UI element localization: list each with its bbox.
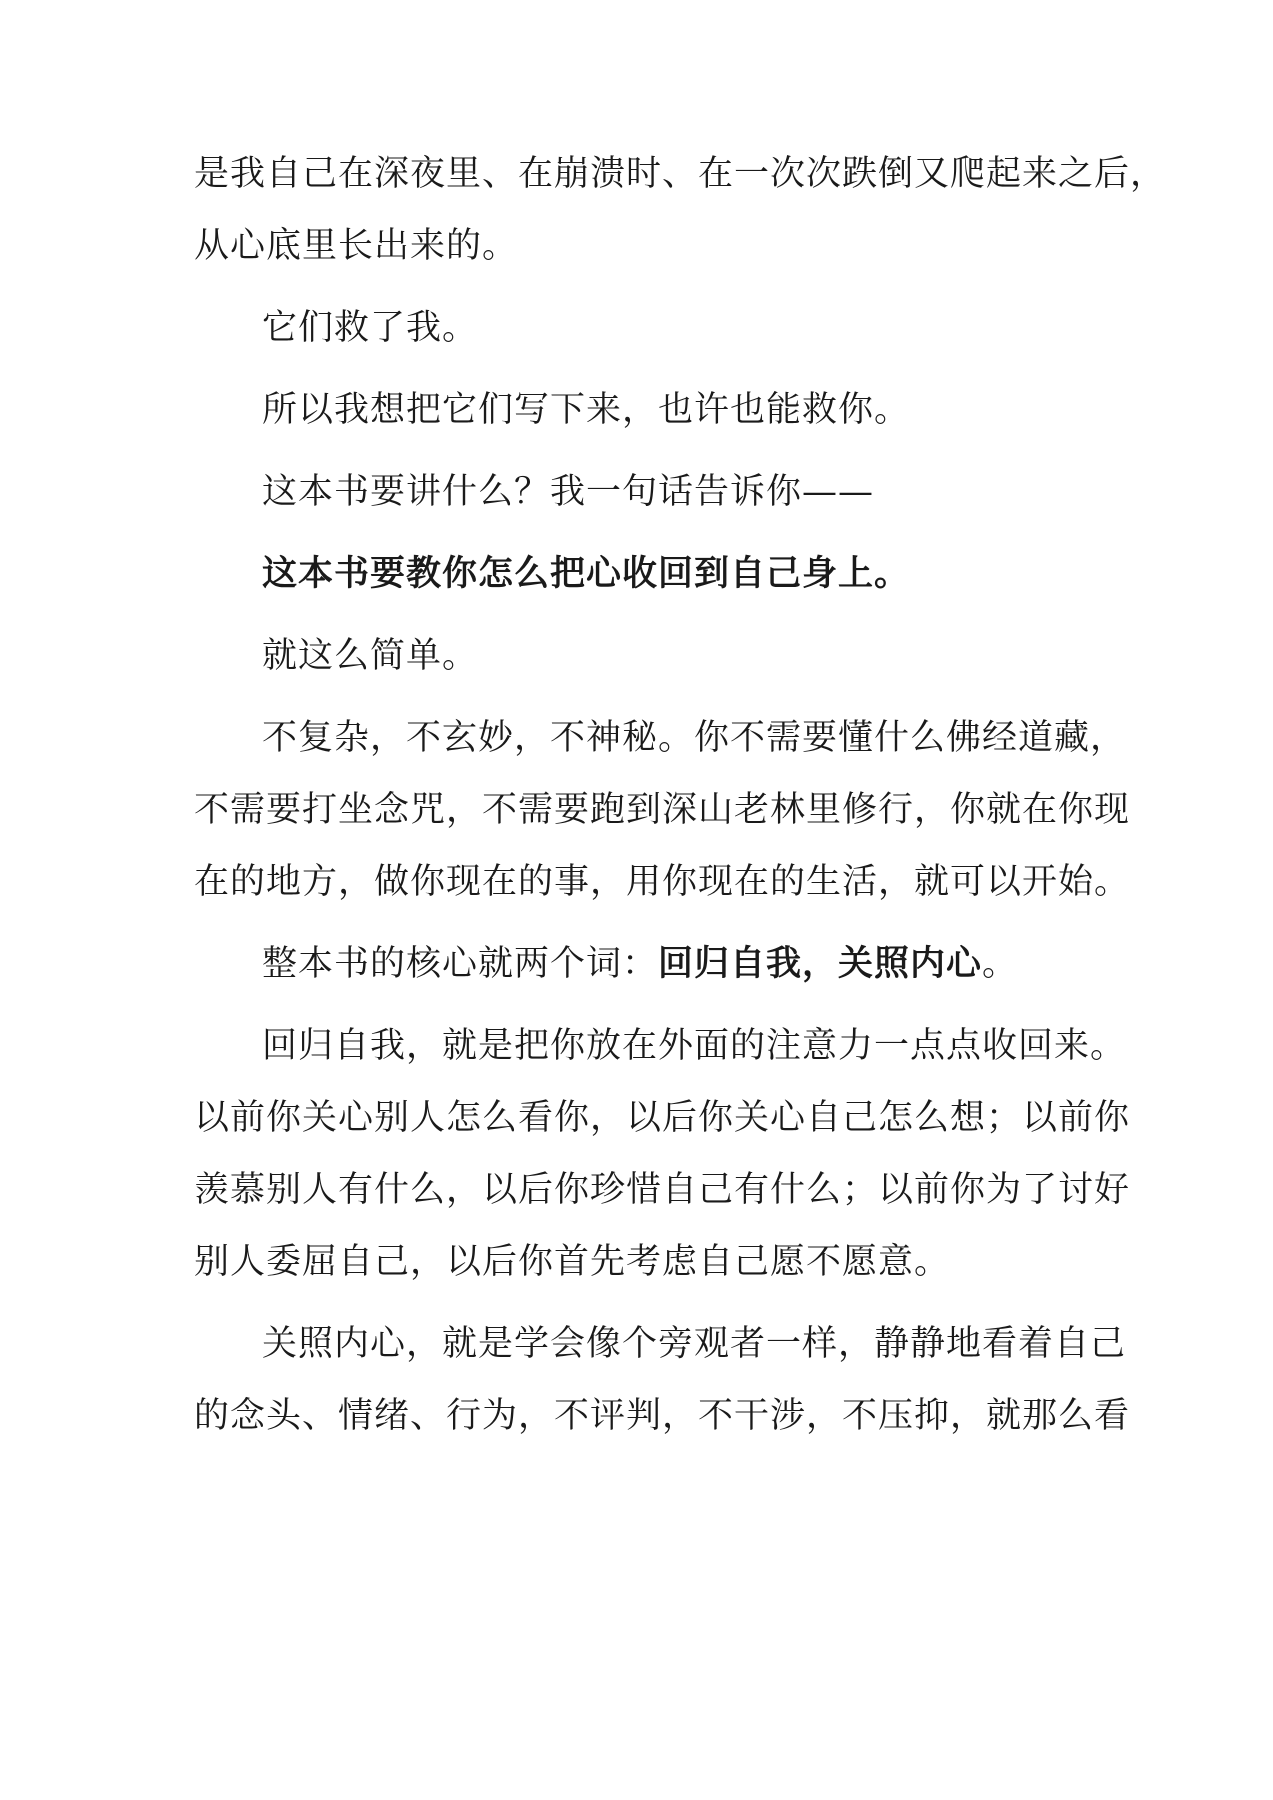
bold-text: 回归自我，关照内心 <box>658 943 983 984</box>
emphasis-line <box>262 552 1162 596</box>
paragraph-line-8 <box>262 716 1162 760</box>
paragraph-line-3 <box>262 306 1162 350</box>
paragraph-line-2 <box>194 224 1094 268</box>
line-text: 就这么简单。 <box>262 636 479 676</box>
paragraph-line-9 <box>194 788 1131 832</box>
paragraph-line-4 <box>262 388 1162 432</box>
line-text: 别人委屈自己，以后你首先考虑自己愿不愿意。 <box>194 1242 951 1282</box>
line-text: 是我自己在深夜里、在崩溃时、在一次次跌倒又爬起来之后， <box>194 154 1167 194</box>
line-text: 从心底里长出来的。 <box>194 226 519 266</box>
line-text: 以前你关心别人怎么看你，以后你关心自己怎么想；以前你 <box>194 1098 1131 1138</box>
line-text: 它们救了我。 <box>262 308 479 348</box>
line-text: 在的地方，做你现在的事，用你现在的生活，就可以开始。 <box>194 862 1131 902</box>
line-text: 不复杂，不玄妙，不神秘。你不需要懂什么佛经道藏， <box>262 718 1127 758</box>
paragraph-line-7 <box>262 634 1162 678</box>
line-text: 所以我想把它们写下来，也许也能救你。 <box>262 390 911 430</box>
paragraph-line-16 <box>262 1322 1162 1366</box>
paragraph-line-14 <box>194 1168 1131 1212</box>
line-text: 。 <box>982 944 1019 984</box>
line-text: 整本书的核心就两个词： <box>262 944 659 984</box>
paragraph-line-15 <box>194 1240 1094 1284</box>
line-text: 回归自我，就是把你放在外面的注意力一点点收回来。 <box>262 1026 1127 1066</box>
line-text: 的念头、情绪、行为，不评判，不干涉，不压抑，就那么看 <box>194 1396 1131 1436</box>
line-text: 不需要打坐念咒，不需要跑到深山老林里修行，你就在你现 <box>194 790 1131 830</box>
paragraph-line-12 <box>262 1024 1162 1068</box>
paragraph-line-1 <box>194 152 1167 196</box>
line-text: 关照内心，就是学会像个旁观者一样，静静地看着自己 <box>262 1324 1127 1364</box>
bold-text: 这本书要教你怎么把心收回到自己身上。 <box>262 553 911 594</box>
line-text: 羡慕别人有什么，以后你珍惜自己有什么；以前你为了讨好 <box>194 1170 1131 1210</box>
line-text: 这本书要讲什么？我一句话告诉你—— <box>262 472 875 512</box>
paragraph-line-11 <box>262 942 1162 986</box>
paragraph-line-5 <box>262 470 1162 514</box>
paragraph-line-13 <box>194 1096 1131 1140</box>
paragraph-line-17 <box>194 1394 1131 1438</box>
paragraph-line-10 <box>194 860 1131 904</box>
